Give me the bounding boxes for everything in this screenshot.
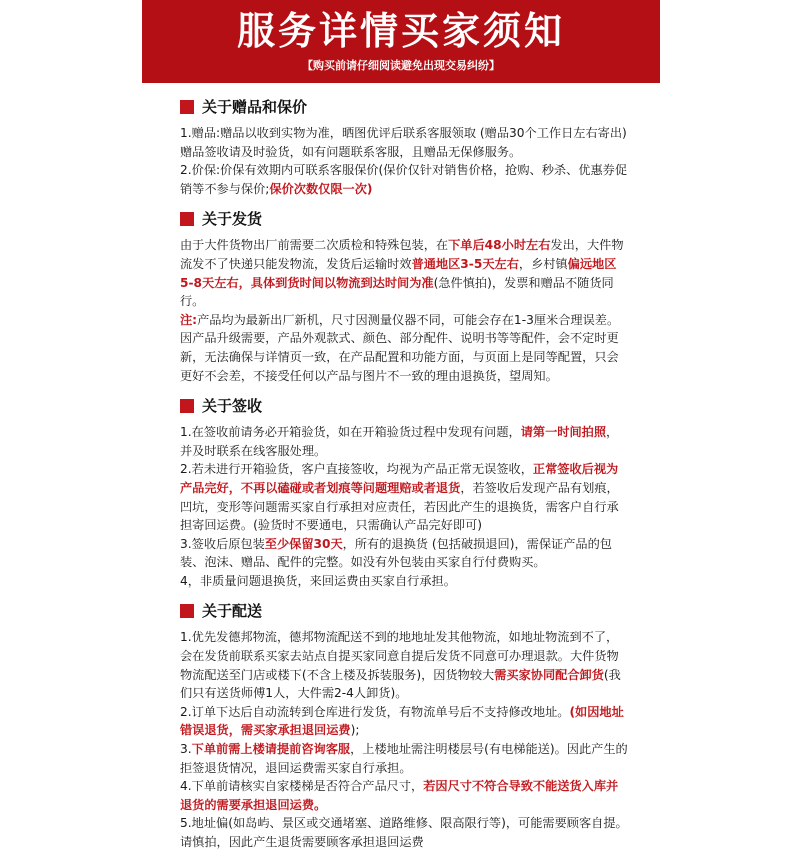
paragraph xyxy=(180,814,628,851)
body-text: 5.地址偏(如岛屿、景区或交通堵塞、道路维修、限高限行等)，可能需要顾客自提。请慎拍，因此产生退货需要顾客承担退回运费 xyxy=(180,816,628,849)
paragraph xyxy=(180,740,628,777)
section-heading xyxy=(180,208,628,230)
section-title: 关于赠品和保价 xyxy=(202,97,308,116)
section xyxy=(180,600,628,851)
paragraph xyxy=(180,777,628,814)
body-text: 4，非质量问题退换货，来回运费由买家自行承担。 xyxy=(180,573,456,588)
body-text: ，上楼地址需注明楼层号(有电梯能送)。因此产生的拒签退货情况，退回运费需买家自行承担。 xyxy=(180,742,628,775)
paragraph xyxy=(180,703,628,740)
highlight-text: 若因尺寸不符合导致不能送货入库并退货的需要承担退回运费。 xyxy=(180,779,619,812)
body-text: ，并及时联系在线客服处理。 xyxy=(180,425,619,458)
body-text: 4.下单前请核实自家楼梯是否符合产品尺寸， xyxy=(180,779,424,794)
body-text: 1.赠品:赠品以收到实物为准，晒图优评后联系客服领取 (赠品30个工作日左右寄出)赠品签收请及时验货，如有问题联系客服，且赠品无保修服务。 xyxy=(180,126,627,159)
section xyxy=(180,208,628,395)
section-title: 关于发货 xyxy=(202,210,263,229)
section-title: 关于配送 xyxy=(202,602,263,621)
notice-content xyxy=(180,96,628,852)
highlight-text: 普通地区3-5天左右 xyxy=(411,256,519,271)
body-text: 1.在签收前请务必开箱验货，如在开箱验货过程中发现有问题， xyxy=(180,425,521,440)
highlight-text: 需买家协同配合卸货 xyxy=(494,667,604,682)
body-text: ); xyxy=(350,723,360,738)
body-text: (急件慎拍)，发票和赠品不随货同行。 xyxy=(180,275,614,309)
red-square-icon xyxy=(180,399,194,413)
highlight-text: 保价次数仅限一次) xyxy=(269,181,373,196)
body-text: 2.若未进行开箱验货，客户直接签收，均视为产品正常无误签收， xyxy=(180,462,533,477)
highlight-text: (如因地址错误退货，需买家承担退回运费 xyxy=(180,704,624,738)
body-text: 由于大件货物出厂前需要二次质检和特殊包装，在 xyxy=(180,238,449,253)
page-title: 服务详情买家须知 xyxy=(236,9,565,53)
paragraph xyxy=(180,124,628,161)
body-text: 2.价保:价保有效期内可联系客服保价(保价仅针对销售价格，抢购、秒杀、优惠券促销等不参与保价; xyxy=(180,163,628,196)
body-text: ，若签收后发现产品有划痕，凹坑，变形等问题需买家自行承担对应责任，若因此产生的退换货，需客户自行承担寄回运费。(验货时不要通电，只需确认产品完好即可) xyxy=(180,480,619,533)
section-heading xyxy=(180,395,628,417)
highlight-text: 注: xyxy=(180,312,198,327)
paragraph xyxy=(180,460,628,534)
paragraph xyxy=(180,628,628,702)
body-text: 3. xyxy=(180,742,192,757)
body-text: 发出，大件物流发不了快递只能发物流，发货后运输时效 xyxy=(180,238,624,271)
highlight-text: 下单前需上楼请提前咨询客服 xyxy=(191,742,351,757)
page-subtitle: 【购买前请仔细阅读避免出现交易纠纷】 xyxy=(302,59,500,72)
highlight-text: 请第一时间拍照 xyxy=(520,425,607,440)
body-text: 2.订单下达后自动流转到仓库进行发货，有物流单号后不支持修改地址。 xyxy=(180,704,570,719)
body-text: 1.优先发德邦物流，德邦物流配送不到的地地址发其他物流，如地址物流到不了，会在发货前联系买家去站点自提买家同意自提后发货不同意可办理退款。大件货物物流配送至门店或楼下(不含上楼及拆装服务)，因货物较大 xyxy=(180,630,619,682)
paragraph xyxy=(180,311,628,385)
highlight-text: 至少保留30天 xyxy=(264,536,343,551)
highlight-text: 正常签收后视为产品完好，不再以磕碰或者划痕等问题理赔或者退货 xyxy=(180,462,619,495)
section-heading xyxy=(180,600,628,622)
body-text: 产品均为最新出厂新机，尺寸因测量仪器不同，可能会存在1-3厘米合理误差。因产品升级需要，产品外观款式、颜色、部分配件、说明书等等配件，会不定时更新，无法确保与详情页一致，在产品配置和功能方面，与页面上是同等配置，只会更好不会差，不接受任何以产品与图片不一致的理由退换货，望周知。 xyxy=(180,312,620,383)
body-text: 3.签收后原包装 xyxy=(180,536,265,551)
red-square-icon xyxy=(180,604,194,618)
section xyxy=(180,395,628,600)
header-banner xyxy=(142,0,660,83)
paragraph xyxy=(180,535,628,572)
body-text: (我们只有送货师傅1人，大件需2-4人卸货)。 xyxy=(180,667,621,701)
red-square-icon xyxy=(180,100,194,114)
paragraph xyxy=(180,236,628,310)
body-text: ，乡村镇 xyxy=(518,256,568,271)
section xyxy=(180,96,628,208)
highlight-text: 下单后48小时左右 xyxy=(448,238,551,253)
paragraph xyxy=(180,572,628,591)
section-title: 关于签收 xyxy=(202,396,263,415)
highlight-text: 偏远地区5-8天左右，具体到货时间以物流到达时间为准 xyxy=(180,256,617,290)
paragraph xyxy=(180,161,628,198)
red-square-icon xyxy=(180,212,194,226)
paragraph xyxy=(180,423,628,460)
body-text: ，所有的退换货 (包括破损退回)，需保证产品的包装、泡沫、赠品、配件的完整。如没有外包装由买家自行付费购买。 xyxy=(180,536,612,570)
section-heading xyxy=(180,96,628,118)
